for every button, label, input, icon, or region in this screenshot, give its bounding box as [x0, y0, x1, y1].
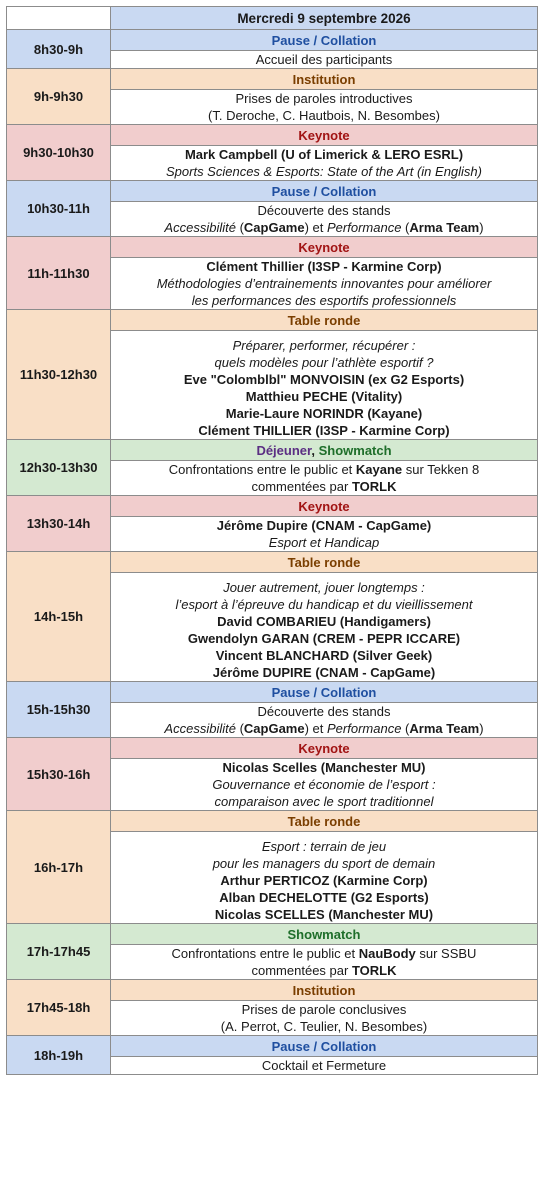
detail-text: comparaison avec le sport traditionnel	[214, 794, 434, 809]
event-title-text: Institution	[292, 982, 356, 998]
event-title-row	[7, 924, 538, 945]
detail-text: Confrontations entre le public et	[168, 462, 356, 477]
event-title-text: Keynote	[298, 239, 350, 255]
detail-text: Clément THILLIER (I3SP - Karmine Corp)	[198, 423, 450, 438]
detail-line	[111, 422, 537, 439]
detail-line	[111, 889, 537, 906]
detail-line	[111, 776, 537, 793]
event-time: 10h30-11h	[7, 181, 111, 237]
detail-line	[111, 613, 537, 630]
detail-text: Performance	[327, 220, 402, 235]
detail-text: quels modèles pour l’athlète esportif ?	[214, 355, 434, 370]
detail-line	[111, 759, 537, 776]
detail-text: Clément Thillier (I3SP - Karmine Corp)	[206, 259, 442, 274]
event-title	[111, 30, 538, 51]
event-details	[111, 258, 538, 310]
event-title	[111, 181, 538, 202]
event-title-row	[7, 30, 538, 51]
event-title-part: Déjeuner	[256, 442, 312, 458]
detail-text: CapGame	[243, 721, 305, 736]
detail-text: Confrontations entre le public et	[171, 946, 359, 961]
event-title-row	[7, 496, 538, 517]
event-details	[111, 331, 538, 440]
event-title-text: Keynote	[298, 127, 350, 143]
detail-text: Arma Team	[409, 220, 480, 235]
detail-text: Méthodologies d’entrainements innovantes pour améliorer	[156, 276, 492, 291]
detail-line	[111, 354, 537, 371]
detail-line	[111, 596, 537, 613]
event-title-row	[7, 552, 538, 573]
event-title	[111, 980, 538, 1001]
detail-line	[111, 219, 537, 236]
detail-text: Jérôme Dupire (CNAM - CapGame)	[216, 518, 432, 533]
event-time: 14h-15h	[7, 552, 111, 682]
detail-line	[111, 838, 537, 855]
detail-line	[111, 962, 537, 979]
event-title-text: Institution	[292, 71, 356, 87]
detail-line	[111, 478, 537, 495]
detail-text: sur Tekken 8	[402, 462, 480, 477]
event-title	[111, 552, 538, 573]
detail-text: Accessibilité	[164, 721, 236, 736]
detail-line	[111, 720, 537, 737]
detail-line	[111, 1057, 537, 1074]
event-time: 13h30-14h	[7, 496, 111, 552]
detail-text: Cocktail et Fermeture	[261, 1058, 387, 1073]
event-title-part: Showmatch	[318, 442, 392, 458]
detail-text: Eve "Colomblbl" MONVOISIN (ex G2 Esports)	[183, 372, 465, 387]
event-title	[111, 738, 538, 759]
event-title-text: Keynote	[298, 498, 350, 514]
detail-line	[111, 647, 537, 664]
event-details	[111, 703, 538, 738]
detail-text: Alban DECHELOTTE (G2 Esports)	[219, 890, 429, 905]
detail-text: (	[235, 721, 244, 736]
event-details	[111, 945, 538, 980]
event-title	[111, 125, 538, 146]
detail-text: ) et	[304, 721, 328, 736]
event-title	[111, 496, 538, 517]
detail-line	[111, 855, 537, 872]
detail-text: )	[479, 721, 484, 736]
detail-line	[111, 371, 537, 388]
event-title	[111, 69, 538, 90]
event-title-row	[7, 440, 538, 461]
event-title-part: ,	[311, 442, 319, 458]
event-title-row	[7, 181, 538, 202]
detail-line	[111, 1001, 537, 1018]
event-time: 15h30-16h	[7, 738, 111, 811]
event-title-text: Pause / Collation	[271, 183, 377, 199]
detail-text: Découverte des stands	[257, 704, 391, 719]
detail-line	[111, 405, 537, 422]
event-details	[111, 90, 538, 125]
detail-line	[111, 202, 537, 219]
event-details	[111, 832, 538, 924]
event-title-row	[7, 1036, 538, 1057]
event-details	[111, 1057, 538, 1075]
detail-text: Mark Campbell (U of Limerick & LERO ESRL)	[184, 147, 464, 162]
event-time: 17h45-18h	[7, 980, 111, 1036]
detail-text: Jouer autrement, jouer longtemps :	[223, 580, 425, 595]
event-title-row	[7, 237, 538, 258]
event-title-text: Pause / Collation	[271, 684, 377, 700]
detail-text: (A. Perrot, C. Teulier, N. Besombes)	[220, 1019, 428, 1034]
event-title-text: Table ronde	[287, 312, 361, 328]
detail-text: Jérôme DUPIRE (CNAM - CapGame)	[212, 665, 436, 680]
detail-text: Vincent BLANCHARD (Silver Geek)	[215, 648, 433, 663]
detail-line	[111, 146, 537, 163]
detail-text: sur SSBU	[415, 946, 477, 961]
detail-text: (	[401, 220, 410, 235]
event-time: 11h-11h30	[7, 237, 111, 310]
event-details	[111, 51, 538, 69]
detail-text: Kayane	[355, 462, 403, 477]
detail-line	[111, 388, 537, 405]
event-title-row	[7, 125, 538, 146]
detail-text: Performance	[327, 721, 402, 736]
detail-line	[111, 534, 537, 551]
date-header: Mercredi 9 septembre 2026	[111, 7, 538, 30]
schedule-table	[6, 6, 538, 1075]
detail-text: ) et	[304, 220, 328, 235]
event-time: 12h30-13h30	[7, 440, 111, 496]
detail-text: Nicolas SCELLES (Manchester MU)	[214, 907, 434, 922]
event-title-part: Showmatch	[287, 926, 361, 942]
event-title-text: Table ronde	[287, 813, 361, 829]
event-title-text: Pause / Collation	[271, 1038, 377, 1054]
event-time: 8h30-9h	[7, 30, 111, 69]
detail-line	[111, 664, 537, 681]
detail-text: pour les managers du sport de demain	[212, 856, 436, 871]
detail-text: NauBody	[358, 946, 416, 961]
detail-text: Sports Sciences & Esports: State of the Art (in English)	[166, 164, 482, 179]
schedule-body	[7, 7, 538, 1075]
event-title-text: Keynote	[298, 740, 350, 756]
event-title-row	[7, 738, 538, 759]
detail-text: Prises de parole conclusives	[241, 1002, 407, 1017]
detail-text: Nicolas Scelles (Manchester MU)	[222, 760, 426, 775]
event-title-row	[7, 980, 538, 1001]
detail-text: Prises de paroles introductives	[235, 91, 413, 106]
event-title	[111, 811, 538, 832]
event-time: 18h-19h	[7, 1036, 111, 1075]
event-title-row	[7, 682, 538, 703]
detail-text: Découverte des stands	[257, 203, 391, 218]
event-title-row	[7, 811, 538, 832]
detail-line	[111, 258, 537, 275]
detail-line	[111, 90, 537, 107]
detail-text: Gouvernance et économie de l’esport :	[212, 777, 436, 792]
detail-text: l’esport à l’épreuve du handicap et du vieillissement	[175, 597, 473, 612]
detail-line	[111, 51, 537, 68]
event-title	[111, 924, 538, 945]
event-time: 16h-17h	[7, 811, 111, 924]
detail-text: )	[479, 220, 484, 235]
detail-text: Accueil des participants	[255, 52, 393, 67]
detail-line	[111, 630, 537, 647]
detail-text: Gwendolyn GARAN (CREM - PEPR ICCARE)	[187, 631, 461, 646]
event-title-text: Table ronde	[287, 554, 361, 570]
detail-line	[111, 163, 537, 180]
detail-line	[111, 793, 537, 810]
event-details	[111, 573, 538, 682]
event-details	[111, 146, 538, 181]
event-details	[111, 461, 538, 496]
event-time: 9h30-10h30	[7, 125, 111, 181]
event-time: 15h-15h30	[7, 682, 111, 738]
detail-text: TORLK	[351, 963, 397, 978]
detail-line	[111, 292, 537, 309]
detail-text: Matthieu PECHE (Vitality)	[245, 389, 403, 404]
detail-text: commentées par	[251, 479, 352, 494]
detail-text: commentées par	[251, 963, 352, 978]
event-time: 9h-9h30	[7, 69, 111, 125]
detail-text: Esport et Handicap	[268, 535, 380, 550]
detail-text: (	[235, 220, 244, 235]
event-title	[111, 1036, 538, 1057]
detail-text: Accessibilité	[164, 220, 236, 235]
event-title-text: Pause / Collation	[271, 32, 377, 48]
detail-line	[111, 1018, 537, 1035]
detail-line	[111, 703, 537, 720]
event-title	[111, 440, 538, 461]
detail-line	[111, 872, 537, 889]
detail-line	[111, 275, 537, 292]
detail-text: les performances des esportifs professionnels	[191, 293, 457, 308]
event-details	[111, 759, 538, 811]
detail-text: CapGame	[243, 220, 305, 235]
detail-line	[111, 945, 537, 962]
detail-text: Préparer, performer, récupérer :	[232, 338, 416, 353]
event-title	[111, 682, 538, 703]
event-time: 11h30-12h30	[7, 310, 111, 440]
event-details	[111, 517, 538, 552]
detail-line	[111, 906, 537, 923]
detail-text: Arthur PERTICOZ (Karmine Corp)	[220, 873, 428, 888]
detail-line	[111, 517, 537, 534]
event-details	[111, 202, 538, 237]
event-time: 17h-17h45	[7, 924, 111, 980]
detail-line	[111, 337, 537, 354]
detail-line	[111, 461, 537, 478]
detail-text: (	[401, 721, 410, 736]
corner-cell	[7, 7, 111, 30]
date-header-row	[7, 7, 538, 30]
detail-text: Arma Team	[409, 721, 480, 736]
event-title-row	[7, 310, 538, 331]
detail-text: (T. Deroche, C. Hautbois, N. Besombes)	[208, 108, 440, 123]
detail-text: Marie-Laure NORINDR (Kayane)	[225, 406, 423, 421]
detail-text: Esport : terrain de jeu	[261, 839, 387, 854]
detail-line	[111, 579, 537, 596]
event-details	[111, 1001, 538, 1036]
detail-text: David COMBARIEU (Handigamers)	[217, 614, 431, 629]
detail-line	[111, 107, 537, 124]
event-title	[111, 237, 538, 258]
detail-text: TORLK	[351, 479, 397, 494]
event-title-row	[7, 69, 538, 90]
event-title	[111, 310, 538, 331]
